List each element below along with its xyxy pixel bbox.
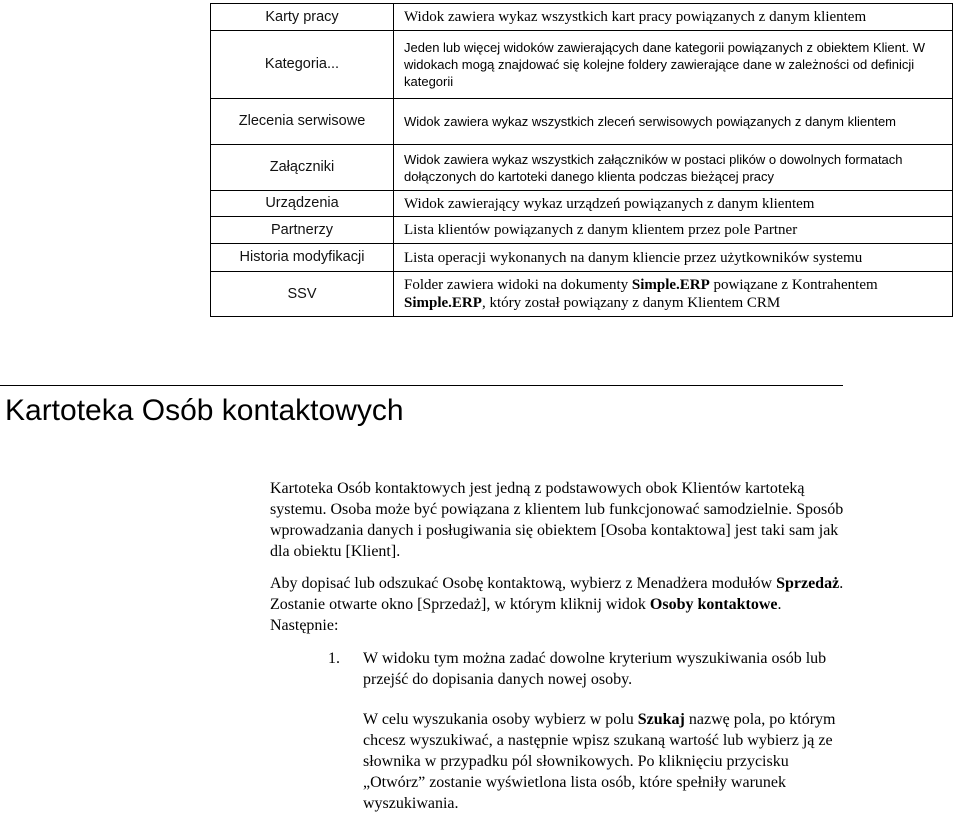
table-row [211, 99, 953, 145]
view-description: Widok zawierający wykaz urządzeń powiązanych z danym klientem [394, 191, 953, 217]
table-row [211, 244, 953, 272]
view-description: Jeden lub więcej widoków zawierających dane kategorii powiązanych z obiektem Klient. W widokach mogą znajdować się kolejne foldery zawierające dane w zależności od definicji kategorii [394, 31, 953, 99]
section-divider [0, 385, 843, 386]
view-name: Kategoria... [211, 31, 394, 99]
view-name: SSV [211, 272, 394, 317]
table-row [211, 4, 953, 31]
section-heading: Kartoteka Osób kontaktowych [5, 394, 404, 427]
view-description: Lista operacji wykonanych na danym kliencie przez użytkowników systemu [394, 244, 953, 272]
view-description: Widok zawiera wykaz wszystkich załączników w postaci plików o dowolnych formatach dołączonych do kartoteki danego klienta podczas bieżącej pracy [394, 145, 953, 191]
table-row [211, 191, 953, 217]
view-description: Widok zawiera wykaz wszystkich kart pracy powiązanych z danym klientem [394, 4, 953, 31]
table-row [211, 145, 953, 191]
intro-paragraph: Kartoteka Osób kontaktowych jest jedną z podstawowych obok Klientów kartoteką systemu. Osoba może być powiązana z klientem lub funkcjonować samodzielnie. Sposób wprowadzania danych i posługiwania się obiektem [Osoba kontaktowa] jest taki sam jak dla obiektu [Klient]. [270, 480, 844, 560]
view-description: Folder zawiera widoki na dokumenty Simple.ERP powiązane z Kontrahentem Simple.ERP, który został powiązany z danym Klientem CRM [394, 272, 953, 317]
view-name: Załączniki [211, 145, 394, 191]
table-row [211, 217, 953, 244]
view-name: Karty pracy [211, 4, 394, 31]
view-description: Widok zawiera wykaz wszystkich zleceń serwisowych powiązanych z danym klientem [394, 99, 953, 145]
list-number: 1. [328, 650, 340, 667]
table-row [211, 272, 953, 317]
view-name: Urządzenia [211, 191, 394, 217]
view-description: Lista klientów powiązanych z danym klientem przez pole Partner [394, 217, 953, 244]
view-name: Zlecenia serwisowe [211, 99, 394, 145]
instructions-paragraph: Aby dopisać lub odszukać Osobę kontaktową, wybierz z Menadżera modułów Sprzedaż. Zostanie otwarte okno [Sprzedaż], w którym kliknij widok Osoby kontaktowe. Następnie: [270, 575, 844, 634]
view-name: Partnerzy [211, 217, 394, 244]
list-sub-paragraph: W celu wyszukania osoby wybierz w polu Szukaj nazwę pola, po którym chcesz wyszukiwać, a następnie wpisz szukaną wartość lub wybierz ją ze słownika w przypadku pól słownikowych. Po kliknięciu przycisku „Otwórz” zostanie wyświetlona lista osób, które spełniły warunek wyszukiwania. [363, 711, 836, 812]
view-name: Historia modyfikacji [211, 244, 394, 272]
table-row [211, 31, 953, 99]
views-table [210, 3, 953, 317]
list-text: W widoku tym można zadać dowolne kryterium wyszukiwania osób lub przejść do dopisania danych nowej osoby. [363, 650, 827, 688]
